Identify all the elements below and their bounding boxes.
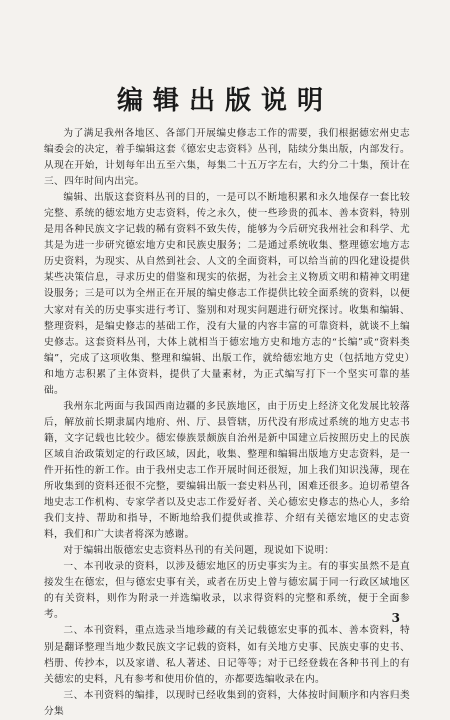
paragraph: 我州东北两面与我国西南边疆的多民族地区，由于历史上经济文化发展比较落后，解放前长期隶属内地府、州、厅、县管辖，历代没有形成过系统的地方史志书籍，文字记载也比较少。德宏傣族景颇族自治州是新中国建立后按照历史上的民族区域自治政策划定的行政区域，因此，收集、整理和编辑出版地方史志资料，是一件开拓性的新工作。由于我州史志工作开展时间还很短，加上我们知识浅薄，现在所收集到的资料还很不完整，要编辑出版一套史料丛刊，困难还很多。迫切希望各地史志工作机构、专家学者以及史志工作爱好者、关心德宏史修志的热心人，多给我们支持、帮助和指导，不断地给我们提供或推荐、介绍有关德宏地区的史志资料，我们和广大读者将深为感谢。 bbox=[44, 400, 410, 541]
paragraph: 为了满足我州各地区、各部门开展编史修志工作的需要，我们根据德宏州史志编委会的决定，着手编辑这套《德宏史志资料》丛刊，陆续分集出版，内部发行。从现在开始，计划每年出五至六集，每集二十五万字左右，大约分二十集，预计在三、四年时间内出完。 bbox=[44, 128, 410, 188]
paragraph: 对于编辑出版德宏史志资料丛刊的有关问题，现说如下说明： bbox=[63, 545, 335, 557]
page-title: 编辑出版说明 bbox=[116, 86, 333, 116]
page-number: 3 bbox=[391, 611, 400, 625]
body-text bbox=[44, 126, 410, 720]
paragraph: 编辑、出版这套资料丛刊的目的，一是可以不断地积累和永久地保存一套比较完整、系统的德宏地方史志资料，传之永久，使一些珍贵的孤本、善本资料，特别是用各种民族文字记载的稀有资料不致失传，能够为今后研究我州社会和科学、尤其是为进一步研究德宏地方史和民族史服务；二是通过系统收集、整理德宏地方志历史资料，为现实、从自然到社会、人文的全面资料，可以给当前的四化建设提供某些决策信息，寻求历史的借鉴和现实的依据，为社会主义物质文明和精神文明建设服务；三是可以为全州正在开展的编史修志工作提供比较全面系统的资料，以便大家对有关的历史事实进行考订、鉴别和对现实问题进行研究探讨。收集和编辑、整理资料，是编史修志的基础工作，没有大量的内容丰富的可靠资料，就谈不上编史修志。这套资料丛刊，大体上就相当于德宏地方史和地方志的“长编”或“资料类编”，完成了这项收集、整理和编辑、出版工作，就给德宏地方史（包括地方党史）和地方志积累了主体资料，提供了大量素材，为正式编写打下一个坚实可靠的基础。 bbox=[44, 192, 410, 396]
paragraph: 三、本刊资料的编排，以现时已经收集到的资料，大体按时间顺序和内容归类分集 bbox=[44, 689, 410, 717]
paragraph: 二、本刊资料，重点选录当地珍藏的有关记载德宏史事的孤本、善本资料，特别是翻译整理当地少数民族文字记载的资料，如有关地方史事、民族史事的史书、档册、传抄本，以及家谱、私人著述、日记等等；对于已经登载在各种书刊上的有关德宏的史料，凡有参考和使用价值的，亦都要选编收录在内。 bbox=[44, 625, 410, 685]
paragraph: 一、本刊收录的资料，以涉及德宏地区的历史事实为主。有的事实虽然不是直接发生在德宏，但与德宏史事有关，或者在历史上曾与德宏属于同一行政区域地区的有关资料，则作为附录一并选编收录，以求得资料的完整和系统，便于全面参考。 bbox=[44, 561, 410, 621]
